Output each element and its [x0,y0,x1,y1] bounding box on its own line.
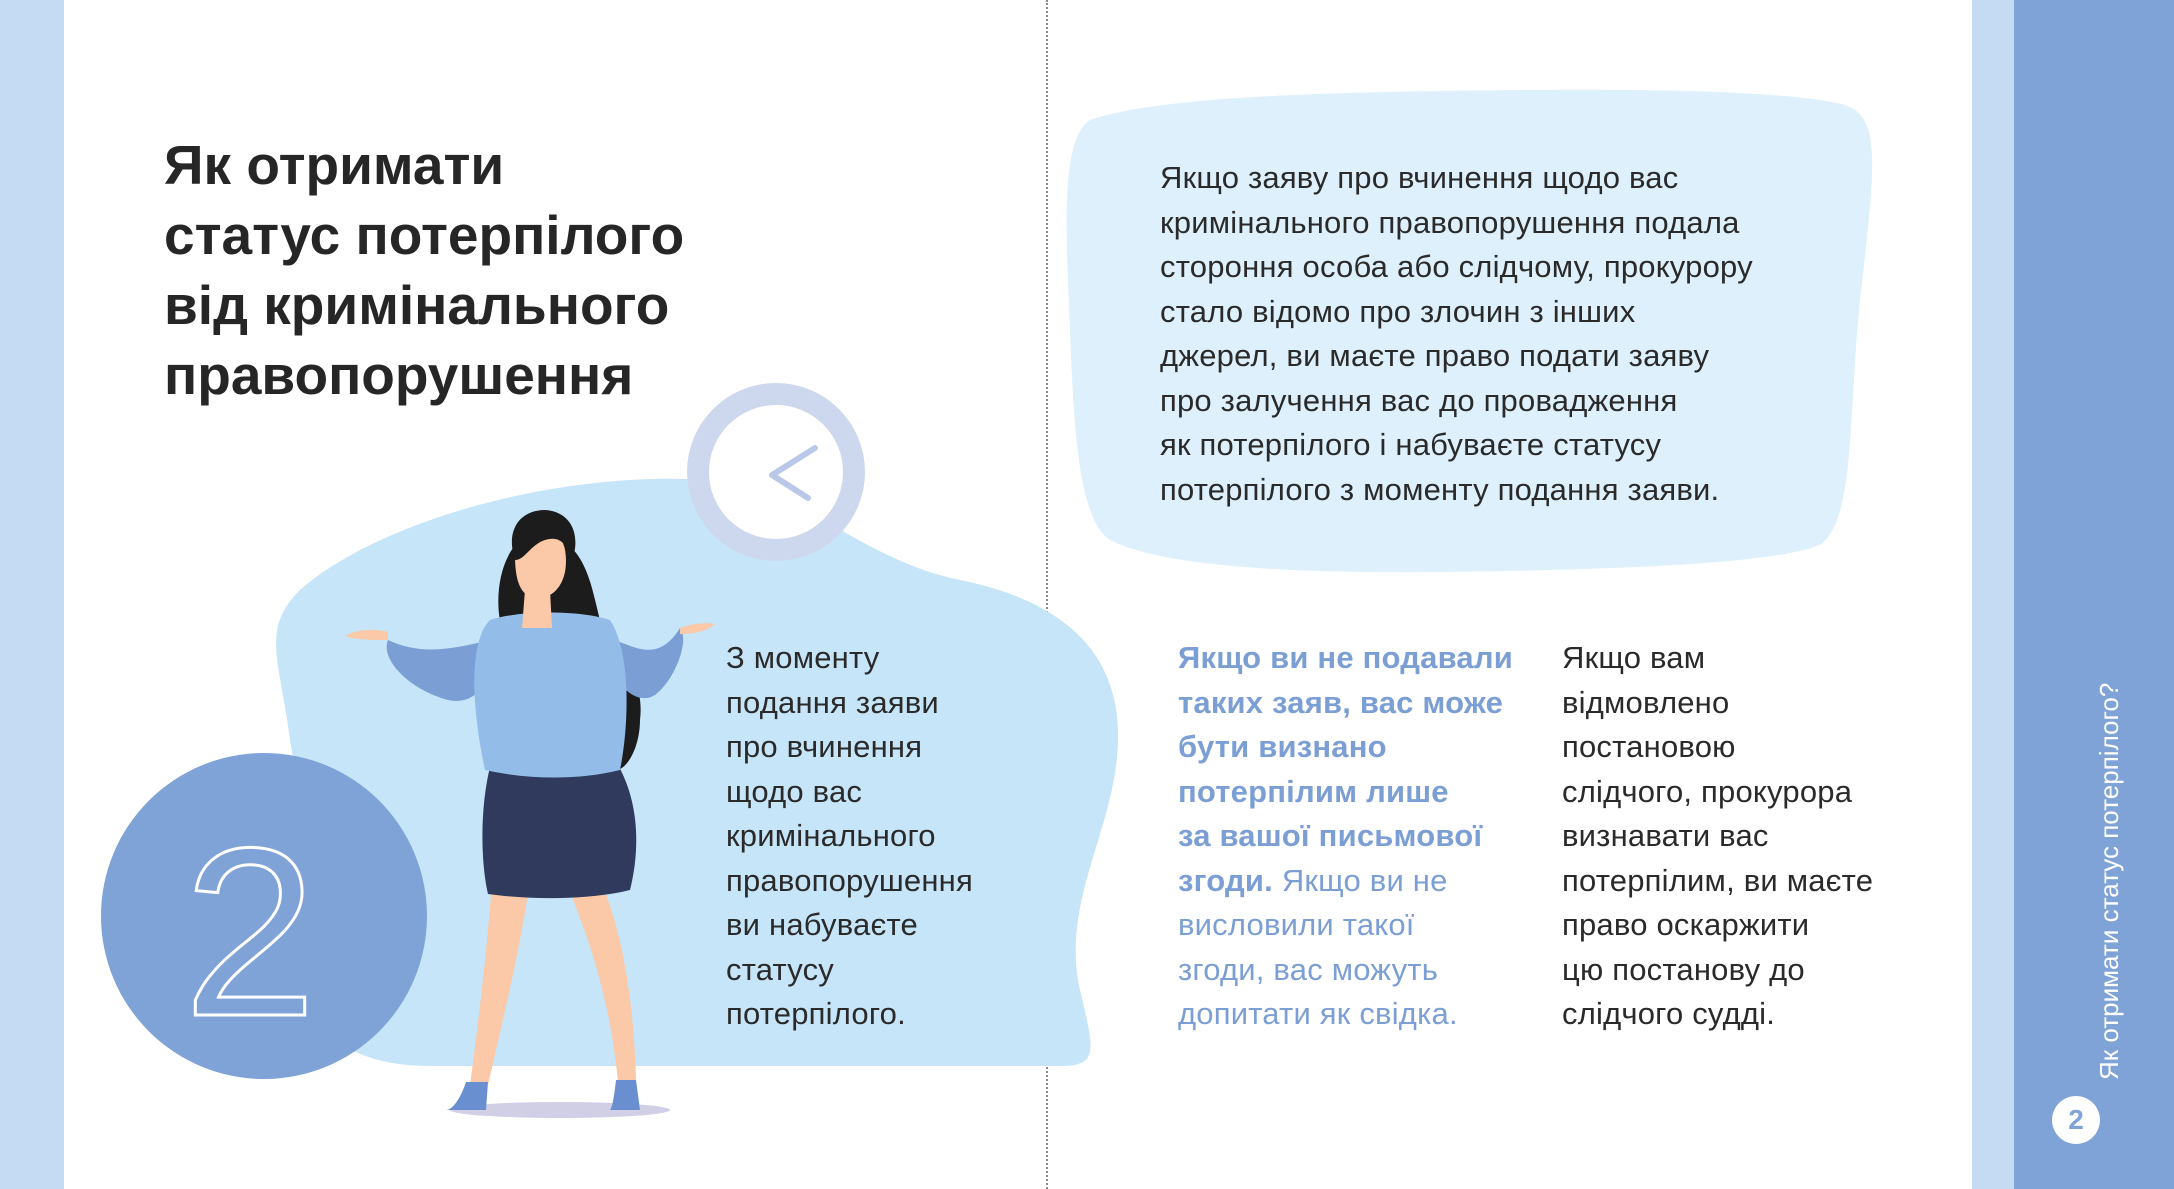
text-line: Якщо заяву про вчинення щодо вас [1160,160,1679,195]
text-line: допитати як свідка. [1178,996,1458,1031]
text-line: за вашої письмової [1178,818,1483,853]
text-line: про вчинення [726,729,923,764]
text-line: право оскаржити [1562,907,1810,942]
text-line: кримінального правопорушення подала [1160,204,1740,240]
text-line: правопорушення [726,862,973,898]
text-line: джерел, ви маєте право подати заяву [1160,338,1710,373]
text-line: відмовлено [1562,684,1730,720]
chevron-left-icon [698,394,854,550]
consent-paragraph [1178,636,1513,1037]
title-line: Як отримати [164,134,505,196]
bubble-paragraph [1160,156,1753,512]
text-line: потерпілого з моменту подання заяви. [1160,471,1720,507]
sidebar-caption: Як отримати статус потерпілого? [2094,682,2124,1080]
text-fragment: Якщо ви не [1273,862,1448,898]
title-line: статус потерпілого [164,204,685,266]
text-line [1178,859,1513,904]
text-line: потерпілим, ви маєте [1562,862,1874,898]
text-line: стало відомо про злочин з інших [1160,293,1636,329]
text-line: про залучення вас до провадження [1160,382,1678,418]
text-line: кримінального [726,818,936,853]
text-line: статусу [726,951,835,987]
text-line: потерпілого. [726,996,906,1031]
text-line: слідчого судді. [1562,996,1776,1031]
text-line: згоди, вас можуть [1178,951,1439,987]
text-line: подання заяви [726,684,939,720]
title-line: правопорушення [164,344,634,406]
step-number: 2 [183,798,317,1066]
page-number-badge: 2 [2052,1096,2100,1144]
text-line: стороння особа або слідчому, прокурору [1160,249,1753,284]
status-paragraph [726,636,973,1037]
text-line: ви набуваєте [726,907,919,942]
text-fragment: згоди. [1178,862,1273,898]
text-line: потерпілим лише [1178,773,1449,809]
text-line: Якщо ви не подавали [1178,640,1514,675]
text-line: як потерпілого і набуваєте статусу [1160,427,1662,462]
text-line: Якщо вам [1562,640,1706,675]
text-line: таких заяв, вас може [1178,684,1504,720]
text-line: постановою [1562,729,1736,764]
text-line: цю постанову до [1562,951,1805,987]
text-line: З моменту [726,640,880,675]
text-line: бути визнано [1178,729,1387,764]
text-line: визнавати вас [1562,818,1769,853]
text-line: висловили такої [1178,907,1415,942]
text-line: слідчого, прокурора [1562,773,1853,809]
text-line: щодо вас [726,773,863,809]
refusal-paragraph [1562,636,1873,1037]
title-line: від кримінального [164,274,670,336]
